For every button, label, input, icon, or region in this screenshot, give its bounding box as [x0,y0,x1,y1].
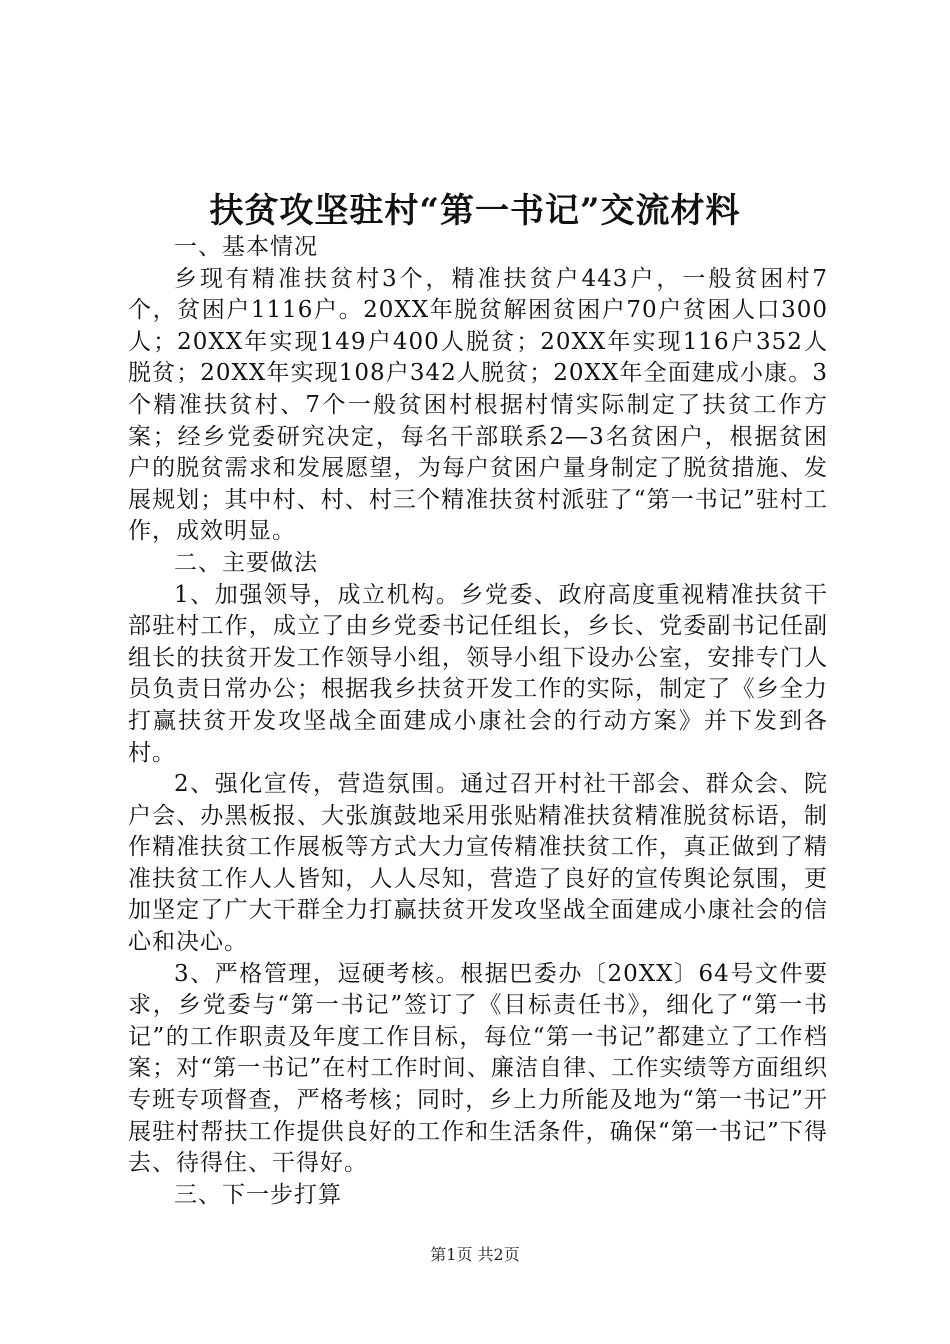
paragraph-strict-management: 3、严格管理，逗硬考核。根据巴委办〔20XX〕64号文件要求，乡党委与“第一书记”签订了《目标责任书》，细化了“第一书记”的工作职责及年度工作目标，每位“第一书记”都建立了工作档案；对“第一书记”在村工作时间、廉洁自律、工作实绩等方面组织专班专项督查，严格考核；同时，乡上力所能及地为“第一书记”开展驻村帮扶工作提供良好的工作和生活条件，确保“第一书记”下得去、待得住、干得好。 [128,960,828,1177]
section-heading-next-plan: 三、下一步打算 [174,1181,342,1208]
document-body [128,232,828,1211]
paragraph-basic-situation: 乡现有精准扶贫村3个，精准扶贫户443户，一般贫困村7个，贫困户1116户。20XX年脱贫解困贫困户70户贫困人口300人；20XX年实现149户400人脱贫；20XX年实现116户352人脱贫；20XX年实现108户342人脱贫；20XX年全面建成小康。3个精准扶贫村、7个一般贫困村根据村情实际制定了扶贫工作方案；经乡党委研究决定，每名干部联系2—3名贫困户，根据贫困户的脱贫需求和发展愿望，为每户贫困户量身制定了脱贫措施、发展规划；其中村、村、村三个精准扶贫村派驻了“第一书记”驻村工作，成效明显。 [128,265,828,545]
document-title: 扶贫攻坚驻村“第一书记”交流材料 [209,191,741,231]
paragraph-publicity: 2、强化宣传，营造氛围。通过召开村社干部会、群众会、院户会、办黑板报、大张旗鼓地采用张贴精准扶贫精准脱贫标语，制作精准扶贫工作展板等方式大力宣传精准扶贫工作，真正做到了精准扶贫工作人人皆知，人人尽知，营造了良好的宣传舆论氛围，更加坚定了广大干群全力打赢扶贫开发攻坚战全面建成小康社会的信心和决心。 [128,771,828,956]
section-heading-basic-situation: 一、基本情况 [174,234,318,260]
section-heading-main-practices: 二、主要做法 [174,549,318,576]
paragraph-strengthen-leadership: 1、加强领导，成立机构。乡党委、政府高度重视精准扶贫干部驻村工作，成立了由乡党委书记任组长，乡长、党委副书记任副组长的扶贫开发工作领导小组，领导小组下设办公室，安排专门人员负责日常办公；根据我乡扶贫开发工作的实际，制定了《乡全力打赢扶贫开发攻坚战全面建成小康社会的行动方案》并下发到各村。 [128,581,828,766]
page-footer: 第1页 共2页 [430,1245,520,1264]
